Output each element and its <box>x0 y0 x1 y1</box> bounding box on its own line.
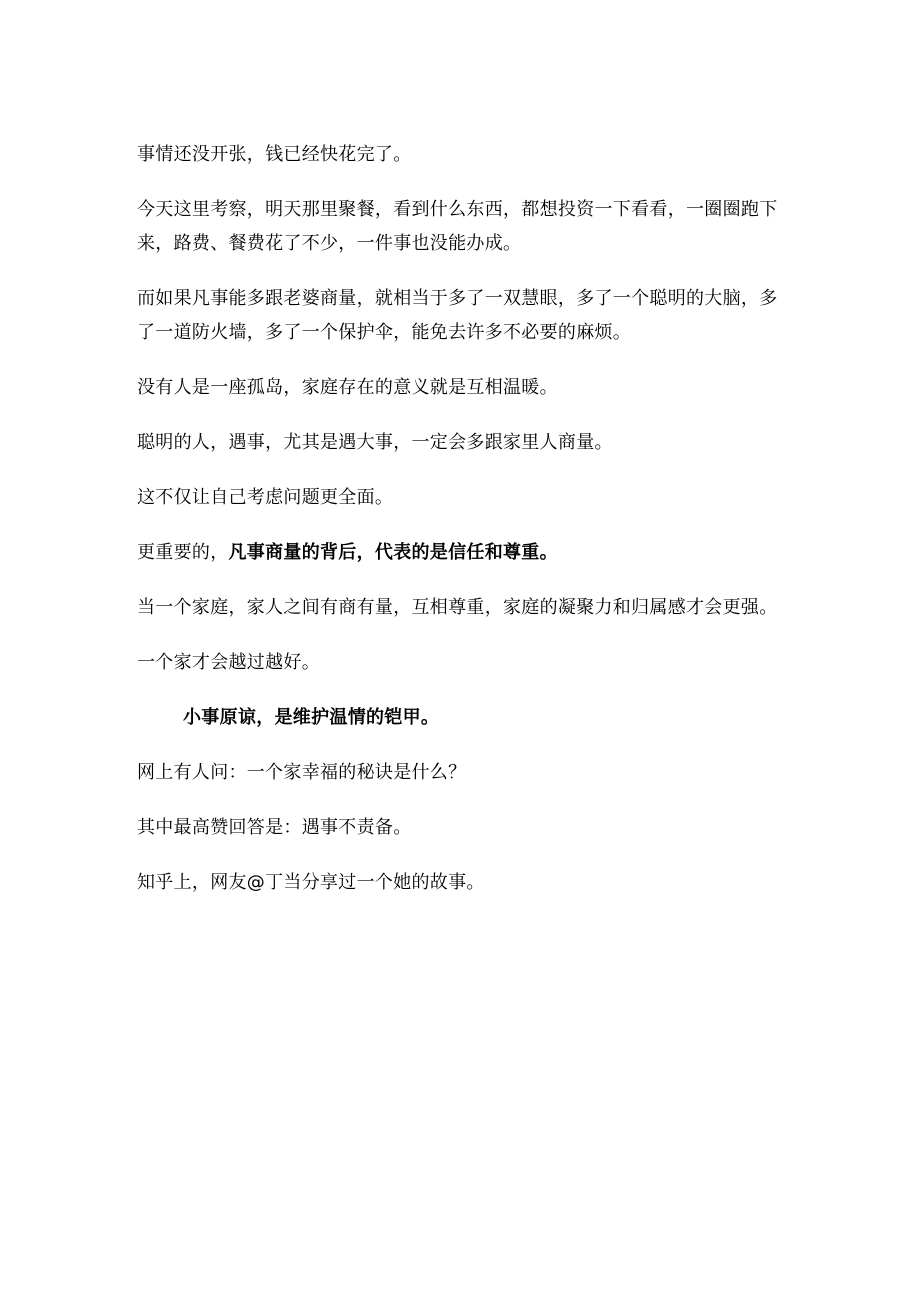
paragraph: 事情还没开张，钱已经快花完了。 <box>137 144 412 165</box>
paragraph: 当一个家庭，家人之间有商有量，互相尊重，家庭的凝聚力和归属感才会更强。 <box>137 597 778 618</box>
paragraph: 这不仅让自己考虑问题更全面。 <box>137 487 394 508</box>
paragraph: 聪明的人，遇事，尤其是遇大事，一定会多跟家里人商量。 <box>137 432 613 453</box>
paragraph-bold-part: 凡事商量的背后，代表的是信任和尊重。 <box>228 542 558 563</box>
paragraph: 而如果凡事能多跟老婆商量，就相当于多了一双慧眼，多了一个聪明的大脑，多了一道防火墙，多了一个保护伞，能免去许多不必要的麻烦。 <box>137 288 778 343</box>
paragraph: 今天这里考察，明天那里聚餐，看到什么东西，都想投资一下看看，一圈圈跑下来，路费、餐费花了不少，一件事也没能办成。 <box>137 199 778 254</box>
paragraph: 知乎上，网友@丁当分享过一个她的故事。 <box>137 872 485 893</box>
paragraph: 没有人是一座孤岛，家庭存在的意义就是互相温暖。 <box>137 377 558 398</box>
paragraph-with-emphasis <box>137 536 787 570</box>
document-body <box>137 138 787 921</box>
paragraph: 网上有人问：一个家幸福的秘诀是什么？ <box>137 762 467 783</box>
paragraph: 其中最高赞回答是：遇事不责备。 <box>137 817 412 838</box>
section-heading: 小事原谅，是维护温情的铠甲。 <box>183 707 440 728</box>
paragraph-plain-part: 更重要的， <box>137 542 229 563</box>
paragraph: 一个家才会越过越好。 <box>137 652 320 673</box>
